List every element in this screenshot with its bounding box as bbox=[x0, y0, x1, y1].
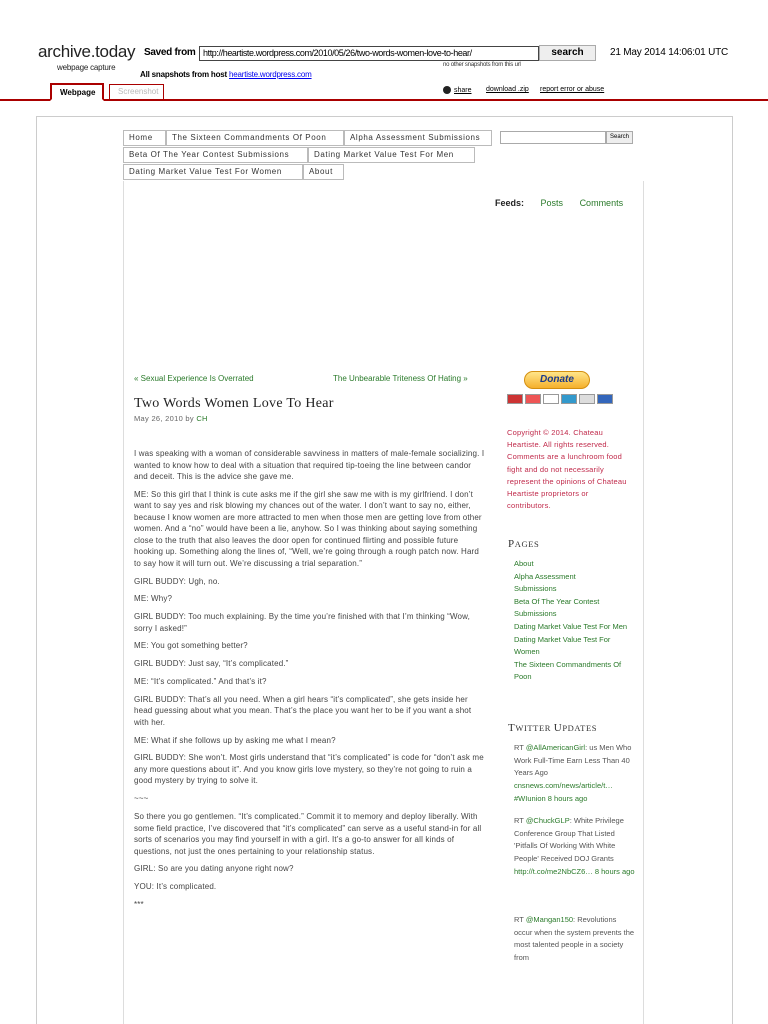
tweet-item: RT @Mangan150: Revolutions occur when the system prevents the most talented people in a society from bbox=[514, 915, 635, 963]
feeds-label: Feeds: bbox=[495, 198, 525, 208]
pages-item-sixteen-commandments[interactable]: The Sixteen Commandments Of Poon bbox=[514, 659, 622, 682]
all-snapshots-line bbox=[140, 70, 312, 79]
pages-item-dmv-men[interactable]: Dating Market Value Test For Men bbox=[514, 621, 628, 631]
pages-item-beta-of-the-year[interactable]: Beta Of The Year Contest Submissions bbox=[514, 596, 600, 619]
tab-webpage[interactable]: Webpage bbox=[50, 83, 104, 101]
post-paragraph: GIRL BUDDY: That’s all you need. When a girl hears “it’s complicated”, she gets inside her head guessing about what you mean. That’s the place you want her to be if you want a shot with her. bbox=[134, 694, 472, 727]
blog-search-button[interactable]: Search bbox=[606, 131, 633, 144]
share-link[interactable] bbox=[443, 86, 472, 94]
post-paragraph: ME: You got something better? bbox=[134, 641, 248, 651]
pages-heading: PAGES bbox=[508, 538, 540, 550]
bank-icon bbox=[597, 394, 613, 404]
previous-post-link[interactable]: « Sexual Experience Is Overrated bbox=[134, 374, 254, 383]
tweet-link[interactable]: cnsnews.com/news/article/t… #WIunion bbox=[514, 781, 613, 803]
tab-underline bbox=[0, 99, 768, 101]
archive-logo-subtitle: webpage capture bbox=[57, 63, 116, 72]
archive-search-button[interactable]: search bbox=[539, 45, 596, 61]
post-body bbox=[134, 448, 486, 917]
post-paragraph: GIRL BUDDY: Just say, “It’s complicated.” bbox=[134, 659, 289, 669]
post-paragraph: GIRL BUDDY: Too much explaining. By the time you’re finished with that I’m thinking “Wow, sorry I asked!” bbox=[134, 612, 471, 633]
share-label: share bbox=[454, 86, 472, 94]
tweet-handle-link[interactable]: @AllAmericanGirl bbox=[525, 743, 586, 752]
post-title[interactable]: Two Words Women Love To Hear bbox=[134, 396, 334, 411]
tweet-time-link[interactable]: 8 hours ago bbox=[594, 866, 635, 876]
tweet-item: RT @ChuckGLP: White Privilege Conference Group That Listed 'Pitfalls Of Working With White People' Received DOJ Grants http://t.co/me2NbCZ6… 8 hours ago bbox=[514, 816, 635, 876]
tweet-item: RT @AllAmericanGirl: us Men Who Work Full-Time Earn Less Than 40 Years Ago cnsnews.com/news/article/t… #WIunion 8 hours ago bbox=[514, 743, 632, 803]
tab-screenshot[interactable]: Screenshot bbox=[109, 84, 164, 99]
post-paragraph: ME: “It’s complicated.” And that’s it? bbox=[134, 677, 267, 687]
maestro-icon bbox=[525, 394, 541, 404]
post-paragraph: I was speaking with a woman of considerable savviness in matters of male-female socializing. I wanted to know how to deal with a situation that required tip-toeing the line between candor and deceit. This is the advice she gave me. bbox=[134, 449, 485, 481]
amex-icon bbox=[561, 394, 577, 404]
post-paragraph: ME: What if she follows up by asking me what I mean? bbox=[134, 735, 336, 745]
donate-button[interactable]: Donate bbox=[524, 371, 590, 389]
post-paragraph: ME: So this girl that I think is cute asks me if the girl she saw me with is my girlfriend. I don’t want to say yes and risk blowing my chances out of the water. I don’t want to say no, either, because I know women are more attracted to men when those men are getting love from other women. And a “no” would have been a lie, anyhow. So I was thinking about saying something close to the truth that also leaves the door open for continued flirting and possible future hooking up. Something along the lines of, “Well, we’re going through a rough patch now. Hard to say how it will turn out. We’re discussing a trial separation.” bbox=[134, 489, 482, 568]
saved-from-label: Saved from bbox=[144, 47, 196, 58]
tweet-time-link[interactable]: 8 hours ago bbox=[547, 793, 588, 803]
post-paragraph: ME: Why? bbox=[134, 594, 173, 604]
payment-cards bbox=[507, 394, 613, 404]
capture-date: 21 May 2014 14:06:01 UTC bbox=[610, 47, 729, 58]
pages-item-alpha-assessment[interactable]: Alpha Assessment Submissions bbox=[514, 571, 576, 594]
saved-url-field[interactable]: http://heartiste.wordpress.com/2010/05/26/two-words-women-love-to-hear/ bbox=[199, 46, 539, 61]
no-other-snapshots-note: no other snapshots from this url bbox=[443, 62, 521, 68]
nav-dmv-men[interactable]: Dating Market Value Test For Men bbox=[308, 147, 475, 163]
report-error-link[interactable]: report error or abuse bbox=[540, 86, 605, 93]
next-post-link[interactable]: The Unbearable Triteness Of Hating » bbox=[333, 374, 468, 383]
tweet-handle-link[interactable]: @Mangan150 bbox=[525, 915, 574, 924]
discover-icon bbox=[579, 394, 595, 404]
from-host-label: from host bbox=[191, 70, 227, 79]
nav-sixteen-commandments[interactable]: The Sixteen Commandments Of Poon bbox=[166, 130, 344, 146]
pages-item-dmv-women[interactable]: Dating Market Value Test For Women bbox=[514, 634, 611, 657]
tweet-handle-link[interactable]: @ChuckGLP bbox=[525, 816, 570, 825]
post-paragraph: ~~~ bbox=[134, 794, 149, 804]
post-author-link[interactable]: CH bbox=[196, 414, 208, 423]
nav-dmv-women[interactable]: Dating Market Value Test For Women bbox=[123, 164, 303, 180]
twitter-updates-heading: TWITTER UPDATES bbox=[508, 722, 598, 734]
copyright-notice: Copyright © 2014. Chateau Heartiste. All rights reserved. Comments are a lunchroom food fight and do not necessarily represent the opinions of Chateau Heartiste proprietors or contributors. bbox=[507, 428, 627, 511]
feeds-comments-link[interactable]: Comments bbox=[579, 198, 624, 208]
all-snapshots-label: All snapshots bbox=[140, 70, 190, 79]
download-zip-link[interactable]: download .zip bbox=[486, 86, 529, 93]
feeds-bar bbox=[495, 198, 637, 208]
share-icon bbox=[443, 86, 451, 94]
post-meta bbox=[134, 414, 208, 423]
post-paragraph: GIRL BUDDY: Ugh, no. bbox=[134, 576, 220, 586]
pages-list bbox=[514, 558, 634, 684]
host-link[interactable]: heartiste.wordpress.com bbox=[229, 70, 312, 79]
post-date: May 26, 2010 by bbox=[134, 414, 194, 423]
pages-item-about[interactable]: About bbox=[514, 559, 534, 568]
post-paragraph: YOU: It’s complicated. bbox=[134, 882, 217, 892]
nav-alpha-assessment[interactable]: Alpha Assessment Submissions bbox=[344, 130, 492, 146]
tweet-link[interactable]: http://t.co/me2NbCZ6… bbox=[514, 866, 593, 876]
post-paragraph: So there you go gentlemen. “It’s complicated.” Commit it to memory and deploy liberally. With some field practice, I’ve discovered that “it’s complicated” can serve as a useful stand-in for all sorts of scenarios you may find yourself in with a girl. It’s a go-to answer for all kinds of questions, not just the ones pertaining to your relationship status. bbox=[134, 812, 482, 856]
nav-about[interactable]: About bbox=[303, 164, 344, 180]
post-paragraph: *** bbox=[134, 899, 144, 909]
post-paragraph: GIRL BUDDY: She won’t. Most girls understand that “it’s complicated” is code for “don’t ask me any more questions about it”. And you know girls love mystery, so they’re not going to ruin a good mystery by trying to solve it. bbox=[134, 753, 484, 786]
mastercard-icon bbox=[507, 394, 523, 404]
archive-logo[interactable]: archive.today bbox=[38, 42, 136, 61]
feeds-posts-link[interactable]: Posts bbox=[540, 198, 564, 208]
nav-beta-of-the-year[interactable]: Beta Of The Year Contest Submissions bbox=[123, 147, 308, 163]
post-paragraph: GIRL: So are you dating anyone right now? bbox=[134, 864, 294, 874]
blog-search-input[interactable] bbox=[500, 131, 606, 144]
archive-header bbox=[0, 0, 768, 112]
nav-home[interactable]: Home bbox=[123, 130, 166, 146]
visa-icon bbox=[543, 394, 559, 404]
